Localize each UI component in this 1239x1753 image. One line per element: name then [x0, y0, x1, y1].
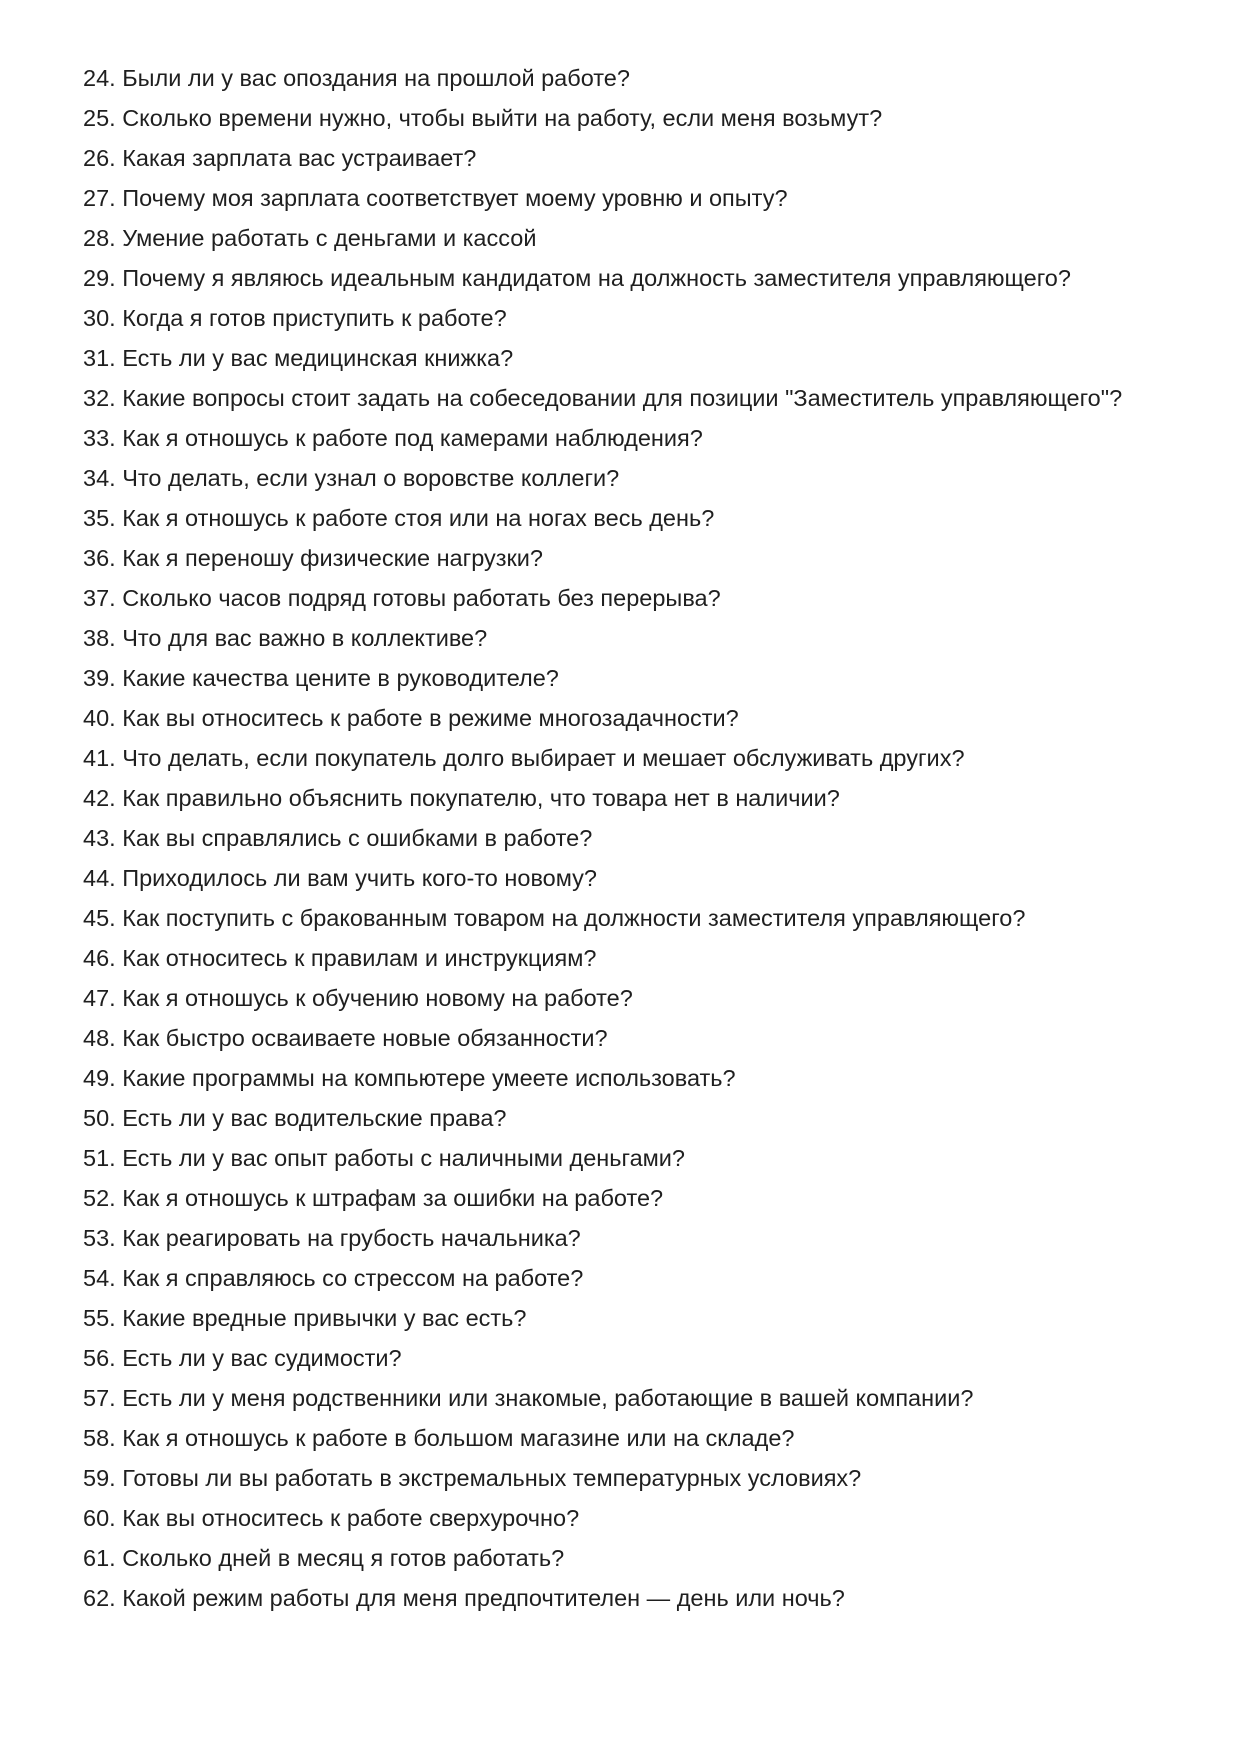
list-item [83, 538, 1163, 578]
list-item-text: Как вы относитесь к работе в режиме многозадачности? [122, 705, 739, 731]
list-item [83, 218, 1163, 258]
list-item-text: Как поступить с бракованным товаром на должности заместителя управляющего? [122, 905, 1026, 931]
list-item [83, 98, 1163, 138]
list-item-number: 56. [83, 1345, 116, 1371]
list-item-text: Как я справляюсь со стрессом на работе? [122, 1265, 584, 1291]
list-item-text: Как быстро осваиваете новые обязанности? [122, 1025, 608, 1051]
list-item-text: Как реагировать на грубость начальника? [122, 1225, 581, 1251]
list-item [83, 1218, 1163, 1258]
list-item [83, 1058, 1163, 1098]
list-item [83, 978, 1163, 1018]
list-item [83, 1378, 1163, 1418]
list-item-text: Есть ли у вас медицинская книжка? [122, 345, 514, 371]
list-item-text: Какие вопросы стоит задать на собеседовании для позиции "Заместитель управляющего"? [122, 385, 1123, 411]
list-item-number: 50. [83, 1105, 116, 1131]
list-item [83, 458, 1163, 498]
list-item-number: 55. [83, 1305, 116, 1331]
list-item [83, 658, 1163, 698]
list-item-number: 39. [83, 665, 116, 691]
list-item-number: 33. [83, 425, 116, 451]
list-item [83, 1578, 1163, 1618]
list-item-text: Как вы относитесь к работе сверхурочно? [122, 1505, 580, 1531]
list-item-text: Есть ли у вас судимости? [122, 1345, 402, 1371]
list-item [83, 858, 1163, 898]
list-item-number: 44. [83, 865, 116, 891]
list-item-number: 28. [83, 225, 116, 251]
list-item-text: Как я отношусь к работе под камерами наблюдения? [122, 425, 703, 451]
list-item [83, 298, 1163, 338]
list-item [83, 1458, 1163, 1498]
list-item-text: Почему моя зарплата соответствует моему уровню и опыту? [122, 185, 788, 211]
question-list [83, 58, 1163, 1618]
list-item-text: Какой режим работы для меня предпочтителен — день или ночь? [122, 1585, 845, 1611]
list-item-text: Готовы ли вы работать в экстремальных температурных условиях? [122, 1465, 862, 1491]
list-item [83, 578, 1163, 618]
list-item-number: 62. [83, 1585, 116, 1611]
list-item-text: Как я переношу физические нагрузки? [122, 545, 543, 571]
list-item-number: 48. [83, 1025, 116, 1051]
list-item [83, 778, 1163, 818]
list-item-text: Как правильно объяснить покупателю, что товара нет в наличии? [122, 785, 840, 811]
list-item [83, 1338, 1163, 1378]
list-item [83, 1258, 1163, 1298]
list-item [83, 258, 1163, 298]
list-item-text: Сколько времени нужно, чтобы выйти на работу, если меня возьмут? [122, 105, 883, 131]
list-item [83, 938, 1163, 978]
list-item-number: 27. [83, 185, 116, 211]
list-item-text: Когда я готов приступить к работе? [122, 305, 507, 331]
list-item-text: Как я отношусь к работе в большом магазине или на складе? [122, 1425, 795, 1451]
list-item-number: 34. [83, 465, 116, 491]
list-item-number: 25. [83, 105, 116, 131]
list-item [83, 378, 1163, 418]
list-item-number: 54. [83, 1265, 116, 1291]
list-item [83, 138, 1163, 178]
list-item-number: 31. [83, 345, 116, 371]
list-item-text: Есть ли у вас водительские права? [122, 1105, 507, 1131]
list-item-number: 59. [83, 1465, 116, 1491]
list-item [83, 1098, 1163, 1138]
list-item [83, 738, 1163, 778]
list-item-text: Есть ли у меня родственники или знакомые, работающие в вашей компании? [122, 1385, 974, 1411]
list-item-text: Как я отношусь к работе стоя или на ногах весь день? [122, 505, 715, 531]
list-item-number: 58. [83, 1425, 116, 1451]
list-item-number: 41. [83, 745, 116, 771]
list-item-number: 30. [83, 305, 116, 331]
list-item [83, 618, 1163, 658]
list-item-number: 38. [83, 625, 116, 651]
list-item [83, 1018, 1163, 1058]
list-item [83, 1498, 1163, 1538]
list-item-number: 49. [83, 1065, 116, 1091]
list-item [83, 1138, 1163, 1178]
list-item-text: Что делать, если узнал о воровстве коллеги? [122, 465, 620, 491]
list-item [83, 1418, 1163, 1458]
list-item-text: Что делать, если покупатель долго выбирает и мешает обслуживать других? [122, 745, 965, 771]
list-item [83, 178, 1163, 218]
list-item-text: Какая зарплата вас устраивает? [122, 145, 477, 171]
list-item-text: Приходилось ли вам учить кого-то новому? [122, 865, 597, 891]
list-item-number: 52. [83, 1185, 116, 1211]
list-item [83, 1538, 1163, 1578]
list-item [83, 1178, 1163, 1218]
list-item-number: 53. [83, 1225, 116, 1251]
list-item [83, 698, 1163, 738]
list-item-number: 43. [83, 825, 116, 851]
list-item-text: Что для вас важно в коллективе? [122, 625, 488, 651]
list-item-text: Были ли у вас опоздания на прошлой работе? [122, 65, 630, 91]
list-item-number: 26. [83, 145, 116, 171]
list-item-number: 29. [83, 265, 116, 291]
list-item [83, 818, 1163, 858]
list-item-number: 61. [83, 1545, 116, 1571]
list-item-text: Почему я являюсь идеальным кандидатом на должность заместителя управляющего? [122, 265, 1071, 291]
list-item-text: Как я отношусь к обучению новому на работе? [122, 985, 633, 1011]
list-item-number: 40. [83, 705, 116, 731]
list-item-number: 37. [83, 585, 116, 611]
list-item [83, 338, 1163, 378]
list-item-number: 24. [83, 65, 116, 91]
list-item-text: Какие программы на компьютере умеете использовать? [122, 1065, 736, 1091]
list-item-number: 35. [83, 505, 116, 531]
list-item-number: 60. [83, 1505, 116, 1531]
list-item-number: 46. [83, 945, 116, 971]
list-item-number: 57. [83, 1385, 116, 1411]
list-item-number: 47. [83, 985, 116, 1011]
list-item-text: Как вы справлялись с ошибками в работе? [122, 825, 593, 851]
list-item [83, 898, 1163, 938]
list-item-number: 42. [83, 785, 116, 811]
list-item-text: Умение работать с деньгами и кассой [122, 225, 537, 251]
document-page [83, 58, 1163, 1618]
list-item [83, 418, 1163, 458]
list-item [83, 58, 1163, 98]
list-item [83, 498, 1163, 538]
list-item-text: Как относитесь к правилам и инструкциям? [122, 945, 597, 971]
list-item-text: Какие вредные привычки у вас есть? [122, 1305, 527, 1331]
list-item [83, 1298, 1163, 1338]
list-item-text: Сколько часов подряд готовы работать без перерыва? [122, 585, 721, 611]
list-item-text: Какие качества цените в руководителе? [122, 665, 559, 691]
list-item-number: 36. [83, 545, 116, 571]
list-item-number: 45. [83, 905, 116, 931]
list-item-text: Сколько дней в месяц я готов работать? [122, 1545, 565, 1571]
list-item-number: 32. [83, 385, 116, 411]
list-item-number: 51. [83, 1145, 116, 1171]
list-item-text: Есть ли у вас опыт работы с наличными деньгами? [122, 1145, 685, 1171]
list-item-text: Как я отношусь к штрафам за ошибки на работе? [122, 1185, 664, 1211]
